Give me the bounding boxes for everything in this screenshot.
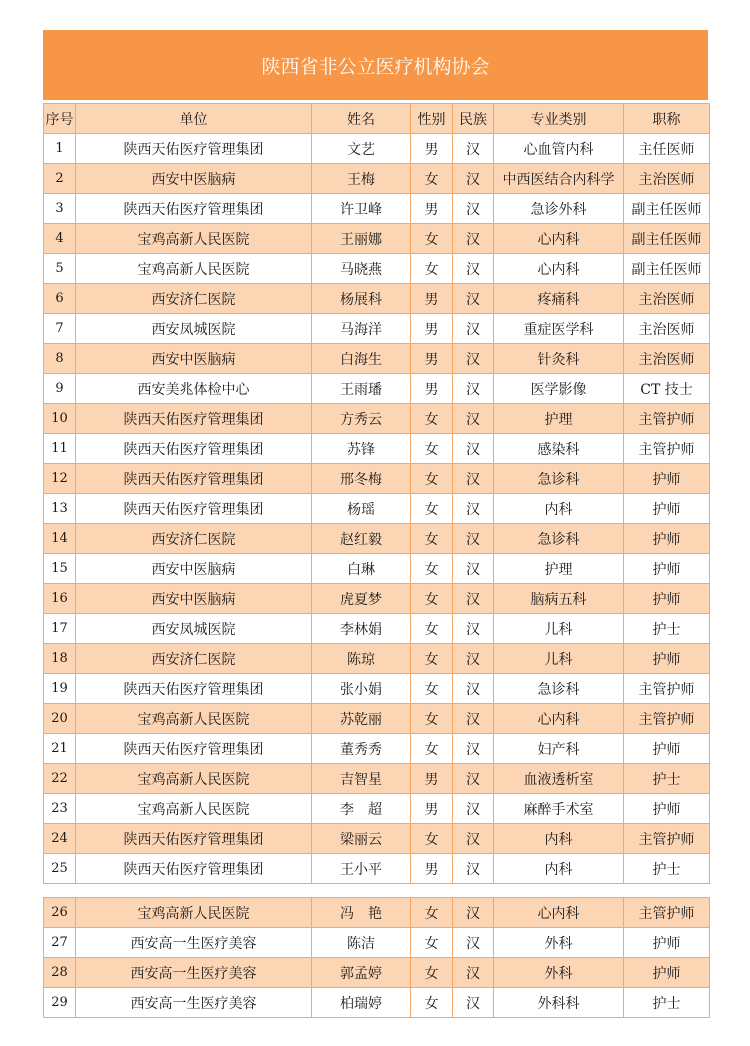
cell-index: 9 — [44, 374, 76, 404]
header-ethnicity: 民族 — [453, 104, 494, 134]
table-row — [44, 704, 710, 734]
cell-unit: 西安美兆体检中心 — [76, 374, 312, 404]
cell-ethnicity: 汉 — [453, 554, 494, 584]
cell-unit: 陕西天佑医疗管理集团 — [76, 404, 312, 434]
cell-gender: 男 — [411, 764, 453, 794]
cell-specialty: 外科 — [494, 958, 624, 988]
cell-name: 李林娟 — [312, 614, 411, 644]
cell-ethnicity: 汉 — [453, 494, 494, 524]
cell-title: 护士 — [624, 614, 710, 644]
cell-specialty: 急诊外科 — [494, 194, 624, 224]
cell-gender: 男 — [411, 344, 453, 374]
cell-title: 护士 — [624, 854, 710, 884]
cell-gender: 男 — [411, 284, 453, 314]
cell-index: 27 — [44, 928, 76, 958]
cell-unit: 西安济仁医院 — [76, 644, 312, 674]
cell-name: 杨瑶 — [312, 494, 411, 524]
cell-gender: 女 — [411, 464, 453, 494]
cell-index: 11 — [44, 434, 76, 464]
cell-title: 主治医师 — [624, 164, 710, 194]
cell-unit: 宝鸡高新人民医院 — [76, 794, 312, 824]
cell-title: 护师 — [624, 524, 710, 554]
cell-unit: 宝鸡高新人民医院 — [76, 254, 312, 284]
cell-name: 冯 艳 — [312, 898, 411, 928]
cell-index: 24 — [44, 824, 76, 854]
cell-unit: 陕西天佑医疗管理集团 — [76, 824, 312, 854]
header-index: 序号 — [44, 104, 76, 134]
cell-gender: 女 — [411, 554, 453, 584]
cell-index: 23 — [44, 794, 76, 824]
cell-name: 王雨璠 — [312, 374, 411, 404]
cell-gender: 女 — [411, 958, 453, 988]
cell-gender: 女 — [411, 674, 453, 704]
cell-title: 副主任医师 — [624, 254, 710, 284]
cell-unit: 宝鸡高新人民医院 — [76, 224, 312, 254]
table-row — [44, 464, 710, 494]
cell-specialty: 心内科 — [494, 898, 624, 928]
cell-title: 副主任医师 — [624, 224, 710, 254]
table-row — [44, 164, 710, 194]
cell-gender: 女 — [411, 988, 453, 1018]
table-body — [44, 134, 710, 884]
cell-index: 12 — [44, 464, 76, 494]
cell-name: 王丽娜 — [312, 224, 411, 254]
cell-gender: 男 — [411, 374, 453, 404]
cell-gender: 女 — [411, 224, 453, 254]
cell-name: 白海生 — [312, 344, 411, 374]
cell-specialty: 麻醉手术室 — [494, 794, 624, 824]
header-row — [44, 104, 710, 134]
table-row — [44, 134, 710, 164]
cell-index: 3 — [44, 194, 76, 224]
cell-title: 护师 — [624, 928, 710, 958]
cell-specialty: 护理 — [494, 554, 624, 584]
table-row — [44, 734, 710, 764]
table-row — [44, 194, 710, 224]
cell-ethnicity: 汉 — [453, 164, 494, 194]
cell-title: 主治医师 — [624, 284, 710, 314]
cell-ethnicity: 汉 — [453, 928, 494, 958]
cell-unit: 西安中医脑病 — [76, 344, 312, 374]
cell-unit: 宝鸡高新人民医院 — [76, 898, 312, 928]
cell-specialty: 妇产科 — [494, 734, 624, 764]
table-row — [44, 794, 710, 824]
cell-name: 马海洋 — [312, 314, 411, 344]
cell-specialty: 儿科 — [494, 644, 624, 674]
cell-gender: 女 — [411, 584, 453, 614]
cell-index: 6 — [44, 284, 76, 314]
cell-gender: 女 — [411, 254, 453, 284]
cell-ethnicity: 汉 — [453, 284, 494, 314]
cell-specialty: 外科 — [494, 928, 624, 958]
cell-specialty: 急诊科 — [494, 674, 624, 704]
cell-unit: 西安济仁医院 — [76, 524, 312, 554]
cell-gender: 女 — [411, 644, 453, 674]
cell-name: 虎夏梦 — [312, 584, 411, 614]
table-row — [44, 644, 710, 674]
cell-title: 护师 — [624, 554, 710, 584]
cell-index: 2 — [44, 164, 76, 194]
cell-title: 主治医师 — [624, 344, 710, 374]
cell-title: 护师 — [624, 958, 710, 988]
cell-ethnicity: 汉 — [453, 734, 494, 764]
cell-name: 杨展科 — [312, 284, 411, 314]
cell-index: 20 — [44, 704, 76, 734]
cell-unit: 西安中医脑病 — [76, 164, 312, 194]
cell-specialty: 外科科 — [494, 988, 624, 1018]
cell-specialty: 心内科 — [494, 704, 624, 734]
table-row — [44, 554, 710, 584]
cell-gender: 女 — [411, 404, 453, 434]
cell-unit: 陕西天佑医疗管理集团 — [76, 854, 312, 884]
cell-gender: 女 — [411, 824, 453, 854]
cell-title: 主管护师 — [624, 404, 710, 434]
cell-title: 护师 — [624, 494, 710, 524]
cell-name: 马晓燕 — [312, 254, 411, 284]
cell-specialty: 疼痛科 — [494, 284, 624, 314]
cell-title: CT 技士 — [624, 374, 710, 404]
table-row — [44, 284, 710, 314]
cell-specialty: 针灸科 — [494, 344, 624, 374]
table-row — [44, 584, 710, 614]
cell-name: 李 超 — [312, 794, 411, 824]
cell-unit: 西安凤城医院 — [76, 314, 312, 344]
cell-specialty: 儿科 — [494, 614, 624, 644]
cell-name: 陈洁 — [312, 928, 411, 958]
cell-unit: 陕西天佑医疗管理集团 — [76, 674, 312, 704]
cell-specialty: 护理 — [494, 404, 624, 434]
table-row — [44, 958, 710, 988]
cell-ethnicity: 汉 — [453, 794, 494, 824]
cell-specialty: 内科 — [494, 824, 624, 854]
cell-gender: 女 — [411, 524, 453, 554]
cell-specialty: 中西医结合内科学 — [494, 164, 624, 194]
cell-gender: 女 — [411, 734, 453, 764]
cell-ethnicity: 汉 — [453, 194, 494, 224]
cell-title: 护士 — [624, 764, 710, 794]
cell-index: 7 — [44, 314, 76, 344]
cell-name: 陈琼 — [312, 644, 411, 674]
cell-name: 吉智星 — [312, 764, 411, 794]
cell-ethnicity: 汉 — [453, 614, 494, 644]
table-row — [44, 494, 710, 524]
cell-unit: 宝鸡高新人民医院 — [76, 704, 312, 734]
cell-name: 郭孟婷 — [312, 958, 411, 988]
cell-unit: 西安济仁医院 — [76, 284, 312, 314]
table-row — [44, 898, 710, 928]
cell-unit: 西安凤城医院 — [76, 614, 312, 644]
cell-ethnicity: 汉 — [453, 898, 494, 928]
cell-specialty: 血液透析室 — [494, 764, 624, 794]
cell-gender: 男 — [411, 314, 453, 344]
cell-name: 邢冬梅 — [312, 464, 411, 494]
cell-gender: 女 — [411, 494, 453, 524]
cell-index: 22 — [44, 764, 76, 794]
cell-specialty: 心内科 — [494, 224, 624, 254]
cell-name: 柏瑞婷 — [312, 988, 411, 1018]
cell-title: 主管护师 — [624, 434, 710, 464]
cell-unit: 西安高一生医疗美容 — [76, 988, 312, 1018]
cell-ethnicity: 汉 — [453, 854, 494, 884]
cell-index: 14 — [44, 524, 76, 554]
cell-unit: 陕西天佑医疗管理集团 — [76, 134, 312, 164]
cell-title: 副主任医师 — [624, 194, 710, 224]
table-row — [44, 824, 710, 854]
table-body — [44, 898, 710, 1018]
cell-index: 4 — [44, 224, 76, 254]
members-table — [43, 103, 710, 884]
cell-title: 护师 — [624, 644, 710, 674]
cell-name: 董秀秀 — [312, 734, 411, 764]
cell-ethnicity: 汉 — [453, 254, 494, 284]
cell-unit: 西安高一生医疗美容 — [76, 958, 312, 988]
cell-index: 28 — [44, 958, 76, 988]
cell-name: 张小娟 — [312, 674, 411, 704]
cell-specialty: 急诊科 — [494, 524, 624, 554]
cell-title: 主管护师 — [624, 674, 710, 704]
cell-name: 方秀云 — [312, 404, 411, 434]
cell-ethnicity: 汉 — [453, 524, 494, 554]
cell-title: 护士 — [624, 988, 710, 1018]
cell-unit: 陕西天佑医疗管理集团 — [76, 434, 312, 464]
cell-ethnicity: 汉 — [453, 434, 494, 464]
cell-title: 护师 — [624, 584, 710, 614]
cell-name: 王梅 — [312, 164, 411, 194]
cell-index: 21 — [44, 734, 76, 764]
table-row — [44, 854, 710, 884]
header-specialty: 专业类别 — [494, 104, 624, 134]
cell-index: 1 — [44, 134, 76, 164]
table-row — [44, 614, 710, 644]
table-row — [44, 224, 710, 254]
title-bar — [43, 30, 708, 100]
header-unit: 单位 — [76, 104, 312, 134]
cell-name: 梁丽云 — [312, 824, 411, 854]
cell-name: 文艺 — [312, 134, 411, 164]
cell-ethnicity: 汉 — [453, 764, 494, 794]
cell-specialty: 内科 — [494, 494, 624, 524]
cell-index: 16 — [44, 584, 76, 614]
cell-gender: 男 — [411, 854, 453, 884]
cell-name: 赵红毅 — [312, 524, 411, 554]
cell-index: 29 — [44, 988, 76, 1018]
header-gender: 性别 — [411, 104, 453, 134]
cell-unit: 陕西天佑医疗管理集团 — [76, 734, 312, 764]
cell-specialty: 内科 — [494, 854, 624, 884]
cell-unit: 西安中医脑病 — [76, 584, 312, 614]
document-title: 陕西省非公立医疗机构协会 — [261, 55, 490, 78]
cell-gender: 女 — [411, 898, 453, 928]
cell-specialty: 脑病五科 — [494, 584, 624, 614]
cell-ethnicity: 汉 — [453, 704, 494, 734]
header-name: 姓名 — [312, 104, 411, 134]
cell-index: 19 — [44, 674, 76, 704]
cell-specialty: 急诊科 — [494, 464, 624, 494]
cell-ethnicity: 汉 — [453, 584, 494, 614]
cell-title: 主任医师 — [624, 134, 710, 164]
cell-index: 25 — [44, 854, 76, 884]
cell-title: 护师 — [624, 794, 710, 824]
cell-ethnicity: 汉 — [453, 464, 494, 494]
cell-gender: 女 — [411, 164, 453, 194]
cell-index: 26 — [44, 898, 76, 928]
cell-index: 18 — [44, 644, 76, 674]
cell-ethnicity: 汉 — [453, 674, 494, 704]
table-row — [44, 434, 710, 464]
cell-unit: 陕西天佑医疗管理集团 — [76, 194, 312, 224]
cell-title: 主管护师 — [624, 824, 710, 854]
table-row — [44, 254, 710, 284]
cell-name: 许卫峰 — [312, 194, 411, 224]
cell-name: 苏锋 — [312, 434, 411, 464]
table-row — [44, 674, 710, 704]
cell-name: 王小平 — [312, 854, 411, 884]
cell-index: 13 — [44, 494, 76, 524]
table-row — [44, 764, 710, 794]
members-table-continued — [43, 897, 710, 1018]
cell-ethnicity: 汉 — [453, 404, 494, 434]
cell-ethnicity: 汉 — [453, 344, 494, 374]
cell-name: 苏乾丽 — [312, 704, 411, 734]
cell-index: 5 — [44, 254, 76, 284]
cell-ethnicity: 汉 — [453, 988, 494, 1018]
table-row — [44, 988, 710, 1018]
cell-unit: 陕西天佑医疗管理集团 — [76, 494, 312, 524]
cell-specialty: 心内科 — [494, 254, 624, 284]
cell-specialty: 重症医学科 — [494, 314, 624, 344]
cell-ethnicity: 汉 — [453, 314, 494, 344]
table-row — [44, 404, 710, 434]
header-title: 职称 — [624, 104, 710, 134]
cell-unit: 西安高一生医疗美容 — [76, 928, 312, 958]
cell-title: 主管护师 — [624, 898, 710, 928]
cell-specialty: 医学影像 — [494, 374, 624, 404]
cell-gender: 男 — [411, 194, 453, 224]
cell-ethnicity: 汉 — [453, 374, 494, 404]
cell-specialty: 感染科 — [494, 434, 624, 464]
cell-ethnicity: 汉 — [453, 824, 494, 854]
table-row — [44, 524, 710, 554]
cell-gender: 女 — [411, 614, 453, 644]
cell-title: 护师 — [624, 464, 710, 494]
cell-ethnicity: 汉 — [453, 644, 494, 674]
cell-unit: 西安中医脑病 — [76, 554, 312, 584]
table-row — [44, 928, 710, 958]
cell-ethnicity: 汉 — [453, 958, 494, 988]
cell-gender: 女 — [411, 704, 453, 734]
cell-title: 护师 — [624, 734, 710, 764]
cell-unit: 宝鸡高新人民医院 — [76, 764, 312, 794]
table-row — [44, 344, 710, 374]
cell-gender: 男 — [411, 794, 453, 824]
cell-title: 主治医师 — [624, 314, 710, 344]
cell-gender: 女 — [411, 928, 453, 958]
cell-index: 10 — [44, 404, 76, 434]
cell-title: 主管护师 — [624, 704, 710, 734]
cell-index: 8 — [44, 344, 76, 374]
cell-name: 白琳 — [312, 554, 411, 584]
cell-index: 15 — [44, 554, 76, 584]
cell-gender: 男 — [411, 134, 453, 164]
table-row — [44, 314, 710, 344]
cell-index: 17 — [44, 614, 76, 644]
table-row — [44, 374, 710, 404]
cell-gender: 女 — [411, 434, 453, 464]
cell-unit: 陕西天佑医疗管理集团 — [76, 464, 312, 494]
cell-specialty: 心血管内科 — [494, 134, 624, 164]
cell-ethnicity: 汉 — [453, 134, 494, 164]
cell-ethnicity: 汉 — [453, 224, 494, 254]
